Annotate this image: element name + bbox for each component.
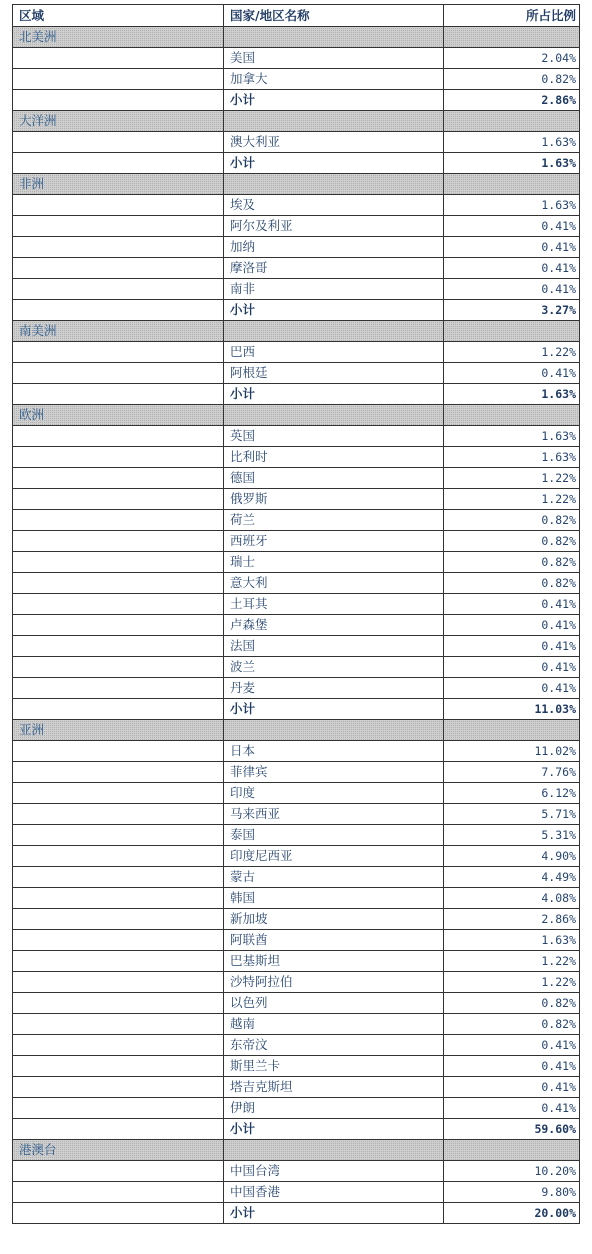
table-row bbox=[13, 1077, 580, 1098]
share-value: 5.31% bbox=[444, 825, 580, 846]
empty-cell bbox=[13, 867, 224, 888]
country-name: 泰国 bbox=[224, 825, 444, 846]
table-row bbox=[13, 426, 580, 447]
table-row bbox=[13, 825, 580, 846]
empty-cell bbox=[13, 951, 224, 972]
table-row bbox=[13, 132, 580, 153]
country-name: 波兰 bbox=[224, 657, 444, 678]
share-value: 1.63% bbox=[444, 426, 580, 447]
share-value: 1.22% bbox=[444, 972, 580, 993]
header-country: 国家/地区名称 bbox=[224, 5, 444, 27]
empty-cell bbox=[13, 930, 224, 951]
empty-cell bbox=[13, 783, 224, 804]
country-name: 加纳 bbox=[224, 237, 444, 258]
share-value: 11.02% bbox=[444, 741, 580, 762]
empty-cell bbox=[13, 1098, 224, 1119]
share-value: 0.41% bbox=[444, 678, 580, 699]
table-row bbox=[13, 1014, 580, 1035]
table-row bbox=[13, 888, 580, 909]
share-value: 0.82% bbox=[444, 1014, 580, 1035]
table-row bbox=[13, 363, 580, 384]
empty-cell bbox=[13, 1014, 224, 1035]
table-row bbox=[13, 1035, 580, 1056]
country-name: 巴西 bbox=[224, 342, 444, 363]
share-value: 0.82% bbox=[444, 69, 580, 90]
table-row bbox=[13, 762, 580, 783]
empty-cell bbox=[13, 426, 224, 447]
empty-cell bbox=[13, 531, 224, 552]
share-value: 0.41% bbox=[444, 258, 580, 279]
country-name: 荷兰 bbox=[224, 510, 444, 531]
empty-cell bbox=[13, 1119, 224, 1140]
empty-cell bbox=[13, 636, 224, 657]
country-name: 韩国 bbox=[224, 888, 444, 909]
share-value: 2.86% bbox=[444, 909, 580, 930]
subtotal-label: 小计 bbox=[224, 384, 444, 405]
table-row bbox=[13, 195, 580, 216]
country-name: 俄罗斯 bbox=[224, 489, 444, 510]
region-name: 亚洲 bbox=[13, 720, 224, 741]
share-value: 1.22% bbox=[444, 468, 580, 489]
empty-cell bbox=[13, 699, 224, 720]
header-region: 区域 bbox=[13, 5, 224, 27]
region-name: 非洲 bbox=[13, 174, 224, 195]
share-value: 0.41% bbox=[444, 1077, 580, 1098]
country-name: 阿尔及利亚 bbox=[224, 216, 444, 237]
region-name: 港澳台 bbox=[13, 1140, 224, 1161]
country-name: 法国 bbox=[224, 636, 444, 657]
share-value: 7.76% bbox=[444, 762, 580, 783]
empty-cell bbox=[13, 594, 224, 615]
empty-cell bbox=[444, 720, 580, 741]
table-row bbox=[13, 867, 580, 888]
table-row bbox=[13, 1056, 580, 1077]
share-value: 0.41% bbox=[444, 237, 580, 258]
subtotal-value: 11.03% bbox=[444, 699, 580, 720]
country-name: 加拿大 bbox=[224, 69, 444, 90]
share-value: 4.08% bbox=[444, 888, 580, 909]
region-row bbox=[13, 27, 580, 48]
share-value: 0.82% bbox=[444, 573, 580, 594]
share-value: 0.82% bbox=[444, 993, 580, 1014]
share-value: 4.90% bbox=[444, 846, 580, 867]
region-name: 大洋洲 bbox=[13, 111, 224, 132]
empty-cell bbox=[13, 153, 224, 174]
country-name: 意大利 bbox=[224, 573, 444, 594]
empty-cell bbox=[13, 258, 224, 279]
share-value: 0.82% bbox=[444, 510, 580, 531]
table-row bbox=[13, 342, 580, 363]
empty-cell bbox=[13, 363, 224, 384]
subtotal-label: 小计 bbox=[224, 699, 444, 720]
share-value: 0.41% bbox=[444, 279, 580, 300]
header-row bbox=[13, 5, 580, 27]
share-value: 0.82% bbox=[444, 531, 580, 552]
share-value: 0.41% bbox=[444, 363, 580, 384]
table-row bbox=[13, 615, 580, 636]
region-share-table bbox=[12, 4, 580, 1224]
share-value: 1.22% bbox=[444, 342, 580, 363]
share-value: 0.41% bbox=[444, 1035, 580, 1056]
table-row bbox=[13, 909, 580, 930]
empty-cell bbox=[13, 489, 224, 510]
empty-cell bbox=[444, 1140, 580, 1161]
table-row bbox=[13, 993, 580, 1014]
country-name: 印度尼西亚 bbox=[224, 846, 444, 867]
empty-cell bbox=[13, 1077, 224, 1098]
country-name: 马来西亚 bbox=[224, 804, 444, 825]
table-row bbox=[13, 741, 580, 762]
country-name: 西班牙 bbox=[224, 531, 444, 552]
share-value: 0.41% bbox=[444, 1056, 580, 1077]
empty-cell bbox=[13, 279, 224, 300]
country-name: 美国 bbox=[224, 48, 444, 69]
table-body bbox=[13, 5, 580, 1224]
table-row bbox=[13, 783, 580, 804]
country-name: 以色列 bbox=[224, 993, 444, 1014]
empty-cell bbox=[13, 552, 224, 573]
table-row bbox=[13, 678, 580, 699]
share-value: 0.41% bbox=[444, 594, 580, 615]
table-row bbox=[13, 258, 580, 279]
empty-cell bbox=[13, 825, 224, 846]
empty-cell bbox=[13, 300, 224, 321]
empty-cell bbox=[13, 447, 224, 468]
share-value: 1.63% bbox=[444, 132, 580, 153]
empty-cell bbox=[224, 1140, 444, 1161]
empty-cell bbox=[13, 993, 224, 1014]
share-value: 6.12% bbox=[444, 783, 580, 804]
country-name: 澳大利亚 bbox=[224, 132, 444, 153]
country-name: 丹麦 bbox=[224, 678, 444, 699]
subtotal-value: 1.63% bbox=[444, 153, 580, 174]
table-row bbox=[13, 531, 580, 552]
region-row bbox=[13, 1140, 580, 1161]
empty-cell bbox=[13, 678, 224, 699]
empty-cell bbox=[13, 237, 224, 258]
subtotal-row bbox=[13, 384, 580, 405]
empty-cell bbox=[13, 573, 224, 594]
table-row bbox=[13, 846, 580, 867]
empty-cell bbox=[13, 888, 224, 909]
country-name: 埃及 bbox=[224, 195, 444, 216]
share-value: 0.41% bbox=[444, 636, 580, 657]
table-row bbox=[13, 48, 580, 69]
subtotal-label: 小计 bbox=[224, 153, 444, 174]
table-row bbox=[13, 216, 580, 237]
share-value: 0.41% bbox=[444, 615, 580, 636]
table-row bbox=[13, 447, 580, 468]
share-value: 0.41% bbox=[444, 216, 580, 237]
region-row bbox=[13, 405, 580, 426]
country-name: 新加坡 bbox=[224, 909, 444, 930]
share-value: 4.49% bbox=[444, 867, 580, 888]
empty-cell bbox=[224, 174, 444, 195]
subtotal-row bbox=[13, 699, 580, 720]
subtotal-row bbox=[13, 153, 580, 174]
table-row bbox=[13, 930, 580, 951]
empty-cell bbox=[13, 762, 224, 783]
empty-cell bbox=[444, 27, 580, 48]
share-value: 9.80% bbox=[444, 1182, 580, 1203]
country-name: 摩洛哥 bbox=[224, 258, 444, 279]
empty-cell bbox=[13, 90, 224, 111]
empty-cell bbox=[444, 174, 580, 195]
empty-cell bbox=[13, 132, 224, 153]
table-row bbox=[13, 510, 580, 531]
subtotal-label: 小计 bbox=[224, 90, 444, 111]
country-name: 塔吉克斯坦 bbox=[224, 1077, 444, 1098]
table-row bbox=[13, 237, 580, 258]
subtotal-value: 59.60% bbox=[444, 1119, 580, 1140]
country-name: 沙特阿拉伯 bbox=[224, 972, 444, 993]
share-value: 0.41% bbox=[444, 1098, 580, 1119]
table-row bbox=[13, 69, 580, 90]
empty-cell bbox=[13, 69, 224, 90]
table-row bbox=[13, 636, 580, 657]
empty-cell bbox=[13, 195, 224, 216]
share-value: 1.22% bbox=[444, 489, 580, 510]
share-value: 1.63% bbox=[444, 930, 580, 951]
subtotal-label: 小计 bbox=[224, 1203, 444, 1224]
country-name: 菲律宾 bbox=[224, 762, 444, 783]
table-row bbox=[13, 279, 580, 300]
table-row bbox=[13, 552, 580, 573]
empty-cell bbox=[13, 384, 224, 405]
share-value: 2.04% bbox=[444, 48, 580, 69]
empty-cell bbox=[224, 321, 444, 342]
subtotal-row bbox=[13, 300, 580, 321]
country-name: 阿联酋 bbox=[224, 930, 444, 951]
subtotal-value: 2.86% bbox=[444, 90, 580, 111]
empty-cell bbox=[13, 741, 224, 762]
empty-cell bbox=[224, 405, 444, 426]
table-row bbox=[13, 951, 580, 972]
country-name: 卢森堡 bbox=[224, 615, 444, 636]
empty-cell bbox=[13, 657, 224, 678]
empty-cell bbox=[13, 909, 224, 930]
empty-cell bbox=[224, 720, 444, 741]
empty-cell bbox=[13, 615, 224, 636]
empty-cell bbox=[13, 468, 224, 489]
subtotal-value: 3.27% bbox=[444, 300, 580, 321]
country-name: 印度 bbox=[224, 783, 444, 804]
country-name: 中国香港 bbox=[224, 1182, 444, 1203]
empty-cell bbox=[13, 48, 224, 69]
subtotal-row bbox=[13, 90, 580, 111]
header-share: 所占比例 bbox=[444, 5, 580, 27]
share-value: 5.71% bbox=[444, 804, 580, 825]
region-name: 欧洲 bbox=[13, 405, 224, 426]
region-name: 南美洲 bbox=[13, 321, 224, 342]
region-row bbox=[13, 111, 580, 132]
table-row bbox=[13, 1161, 580, 1182]
empty-cell bbox=[224, 111, 444, 132]
country-name: 越南 bbox=[224, 1014, 444, 1035]
empty-cell bbox=[444, 111, 580, 132]
region-row bbox=[13, 720, 580, 741]
country-name: 中国台湾 bbox=[224, 1161, 444, 1182]
empty-cell bbox=[13, 510, 224, 531]
empty-cell bbox=[444, 405, 580, 426]
region-name: 北美洲 bbox=[13, 27, 224, 48]
empty-cell bbox=[224, 27, 444, 48]
empty-cell bbox=[13, 216, 224, 237]
country-name: 瑞士 bbox=[224, 552, 444, 573]
empty-cell bbox=[13, 804, 224, 825]
subtotal-row bbox=[13, 1119, 580, 1140]
empty-cell bbox=[13, 1161, 224, 1182]
country-name: 巴基斯坦 bbox=[224, 951, 444, 972]
empty-cell bbox=[13, 846, 224, 867]
country-name: 东帝汶 bbox=[224, 1035, 444, 1056]
share-value: 1.63% bbox=[444, 447, 580, 468]
country-name: 英国 bbox=[224, 426, 444, 447]
country-name: 斯里兰卡 bbox=[224, 1056, 444, 1077]
subtotal-value: 1.63% bbox=[444, 384, 580, 405]
table-row bbox=[13, 594, 580, 615]
share-value: 10.20% bbox=[444, 1161, 580, 1182]
country-name: 南非 bbox=[224, 279, 444, 300]
subtotal-row bbox=[13, 1203, 580, 1224]
country-name: 蒙古 bbox=[224, 867, 444, 888]
empty-cell bbox=[13, 1182, 224, 1203]
empty-cell bbox=[13, 342, 224, 363]
country-name: 德国 bbox=[224, 468, 444, 489]
country-name: 土耳其 bbox=[224, 594, 444, 615]
empty-cell bbox=[13, 1056, 224, 1077]
country-name: 阿根廷 bbox=[224, 363, 444, 384]
country-name: 日本 bbox=[224, 741, 444, 762]
table-row bbox=[13, 468, 580, 489]
table-row bbox=[13, 804, 580, 825]
subtotal-label: 小计 bbox=[224, 300, 444, 321]
country-name: 比利时 bbox=[224, 447, 444, 468]
empty-cell bbox=[444, 321, 580, 342]
empty-cell bbox=[13, 1203, 224, 1224]
share-value: 0.82% bbox=[444, 552, 580, 573]
table-row bbox=[13, 489, 580, 510]
table-row bbox=[13, 1182, 580, 1203]
table-row bbox=[13, 972, 580, 993]
subtotal-label: 小计 bbox=[224, 1119, 444, 1140]
region-row bbox=[13, 174, 580, 195]
share-value: 0.41% bbox=[444, 657, 580, 678]
empty-cell bbox=[13, 1035, 224, 1056]
share-value: 1.22% bbox=[444, 951, 580, 972]
region-row bbox=[13, 321, 580, 342]
table-row bbox=[13, 573, 580, 594]
share-value: 1.63% bbox=[444, 195, 580, 216]
empty-cell bbox=[13, 972, 224, 993]
table-row bbox=[13, 657, 580, 678]
subtotal-value: 20.00% bbox=[444, 1203, 580, 1224]
country-name: 伊朗 bbox=[224, 1098, 444, 1119]
table-row bbox=[13, 1098, 580, 1119]
